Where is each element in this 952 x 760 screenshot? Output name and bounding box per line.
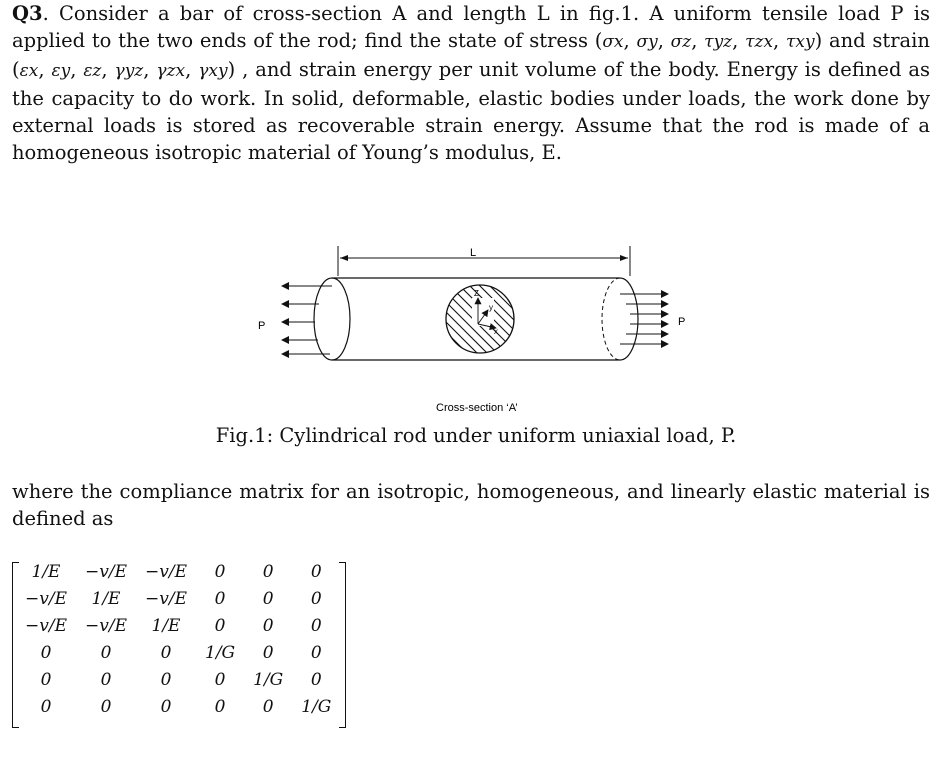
- matrix-cell: −v/E: [25, 588, 67, 609]
- matrix-cell: 1/G: [301, 696, 332, 717]
- load-label-left: P: [258, 320, 266, 332]
- dim-arrow-right: [620, 255, 628, 261]
- matrix-cell: 0: [310, 642, 322, 663]
- matrix-cell: 0: [40, 669, 52, 690]
- matrix-cell: −v/E: [85, 615, 127, 636]
- matrix-cell: 0: [100, 642, 112, 663]
- matrix-table: [16, 558, 340, 720]
- matrix-row: [16, 693, 340, 720]
- stress-tau-xy: τxy: [786, 32, 815, 52]
- strain-gamma-yz: γyz: [114, 61, 144, 81]
- matrix-cell: −v/E: [145, 588, 187, 609]
- compliance-intro: where the compliance matrix for an isotropic, homogeneous, and linearly elastic material is defined as: [12, 480, 930, 530]
- matrix-cell: 0: [100, 696, 112, 717]
- cross-section-label: Cross-section ‘A’: [436, 402, 518, 414]
- matrix-cell: 0: [40, 696, 52, 717]
- matrix-cell: 0: [214, 696, 226, 717]
- cross-section-hatch: [360, 256, 610, 386]
- matrix-cell: 0: [262, 615, 274, 636]
- matrix-cell: 0: [160, 669, 172, 690]
- strain-gamma-zx: γzx: [156, 61, 186, 81]
- matrix-cell: 0: [262, 588, 274, 609]
- rod-right-end-front: [620, 278, 638, 360]
- matrix-cell: 0: [100, 669, 112, 690]
- stress-sigma-z: σz: [670, 32, 692, 52]
- matrix-cell: 0: [310, 588, 322, 609]
- matrix-bracket-right: [339, 562, 346, 728]
- axis-z-label: Z: [474, 289, 479, 298]
- load-label-right: P: [678, 316, 686, 328]
- matrix-row: [16, 585, 340, 612]
- matrix-cell: −v/E: [85, 561, 127, 582]
- stress-sigma-x: σx: [602, 32, 624, 52]
- matrix-cell: 0: [310, 669, 322, 690]
- matrix-cell: 0: [214, 615, 226, 636]
- question-paragraph: Q3. Consider a bar of cross-section A and length L in fig.1. A uniform tensile load P is applied to the two ends of the rod; find the state of stress (σx, σy, σz, τyz, τzx, τxy) and strain (εx, εy, εz, γyz, γzx, γxy) , and strain energy per unit volume of the body. Energy is defined as the capacity to do work. In solid, deformable, elastic bodies under loads, the work done by external loads is stored as recoverable strain energy. Assume that the rod is made of a homogeneous isotropic material of Young’s modulus, E.: [12, 2, 930, 164]
- right-load-arrows: [620, 294, 668, 344]
- matrix-cell: 1/E: [91, 588, 121, 609]
- matrix-cell: 0: [262, 561, 274, 582]
- matrix-cell: −v/E: [25, 615, 67, 636]
- matrix-cell: 1/E: [151, 615, 181, 636]
- matrix-row: [16, 558, 340, 585]
- stress-sigma-y: σy: [636, 32, 658, 52]
- matrix-cell: 0: [40, 642, 52, 663]
- compliance-matrix: [16, 558, 340, 720]
- matrix-cell: 0: [310, 615, 322, 636]
- axis-y-label: y: [489, 303, 493, 312]
- matrix-cell: −v/E: [145, 561, 187, 582]
- question-text-c: ) , and strain energy per unit volume of the body. Energy is defined as the capacity to do work. In solid, deformable, elastic bodies under loads, the work done by external loads is stored as recoverable strain energy. Assume that the rod is made of a homogeneous isotropic material of Young’s modulus, E.: [12, 58, 930, 164]
- matrix-cell: 0: [262, 696, 274, 717]
- rod-right-end-back: [602, 278, 620, 360]
- matrix-cell: 1/E: [31, 561, 61, 582]
- matrix-cell: 1/G: [253, 669, 284, 690]
- rod-diagram: [258, 236, 700, 421]
- strain-gamma-xy: γxy: [198, 61, 228, 81]
- rod-left-end: [314, 278, 350, 360]
- matrix-row: [16, 666, 340, 693]
- matrix-cell: 0: [214, 561, 226, 582]
- matrix-row: [16, 639, 340, 666]
- matrix-cell: 0: [214, 669, 226, 690]
- length-label: L: [470, 247, 477, 259]
- strain-eps-x: εx: [19, 61, 39, 81]
- matrix-bracket-left: [12, 562, 19, 728]
- left-load-arrows: [282, 286, 332, 354]
- question-text-b: ) and strain (: [12, 29, 930, 81]
- rod-figure: [258, 236, 700, 421]
- matrix-cell: 0: [310, 561, 322, 582]
- strain-eps-y: εy: [51, 61, 71, 81]
- matrix-cell: 0: [214, 588, 226, 609]
- axis-x-label: x: [494, 327, 498, 336]
- stress-tau-zx: τzx: [745, 32, 774, 52]
- figure-caption: Fig.1: Cylindrical rod under uniform uniaxial load, P.: [215, 424, 737, 447]
- strain-eps-z: εz: [83, 61, 102, 81]
- dim-arrow-left: [340, 255, 348, 261]
- matrix-cell: 1/G: [205, 642, 236, 663]
- question-text-a: . Consider a bar of cross-section A and length L in fig.1. A uniform tensile load P is applied to the two ends of the rod; find the state of stress (: [12, 2, 930, 52]
- stress-tau-yz: τyz: [704, 32, 733, 52]
- matrix-row: [16, 612, 340, 639]
- matrix-cell: 0: [262, 642, 274, 663]
- matrix-cell: 0: [160, 696, 172, 717]
- matrix-cell: 0: [160, 642, 172, 663]
- question-number: Q3: [12, 2, 43, 25]
